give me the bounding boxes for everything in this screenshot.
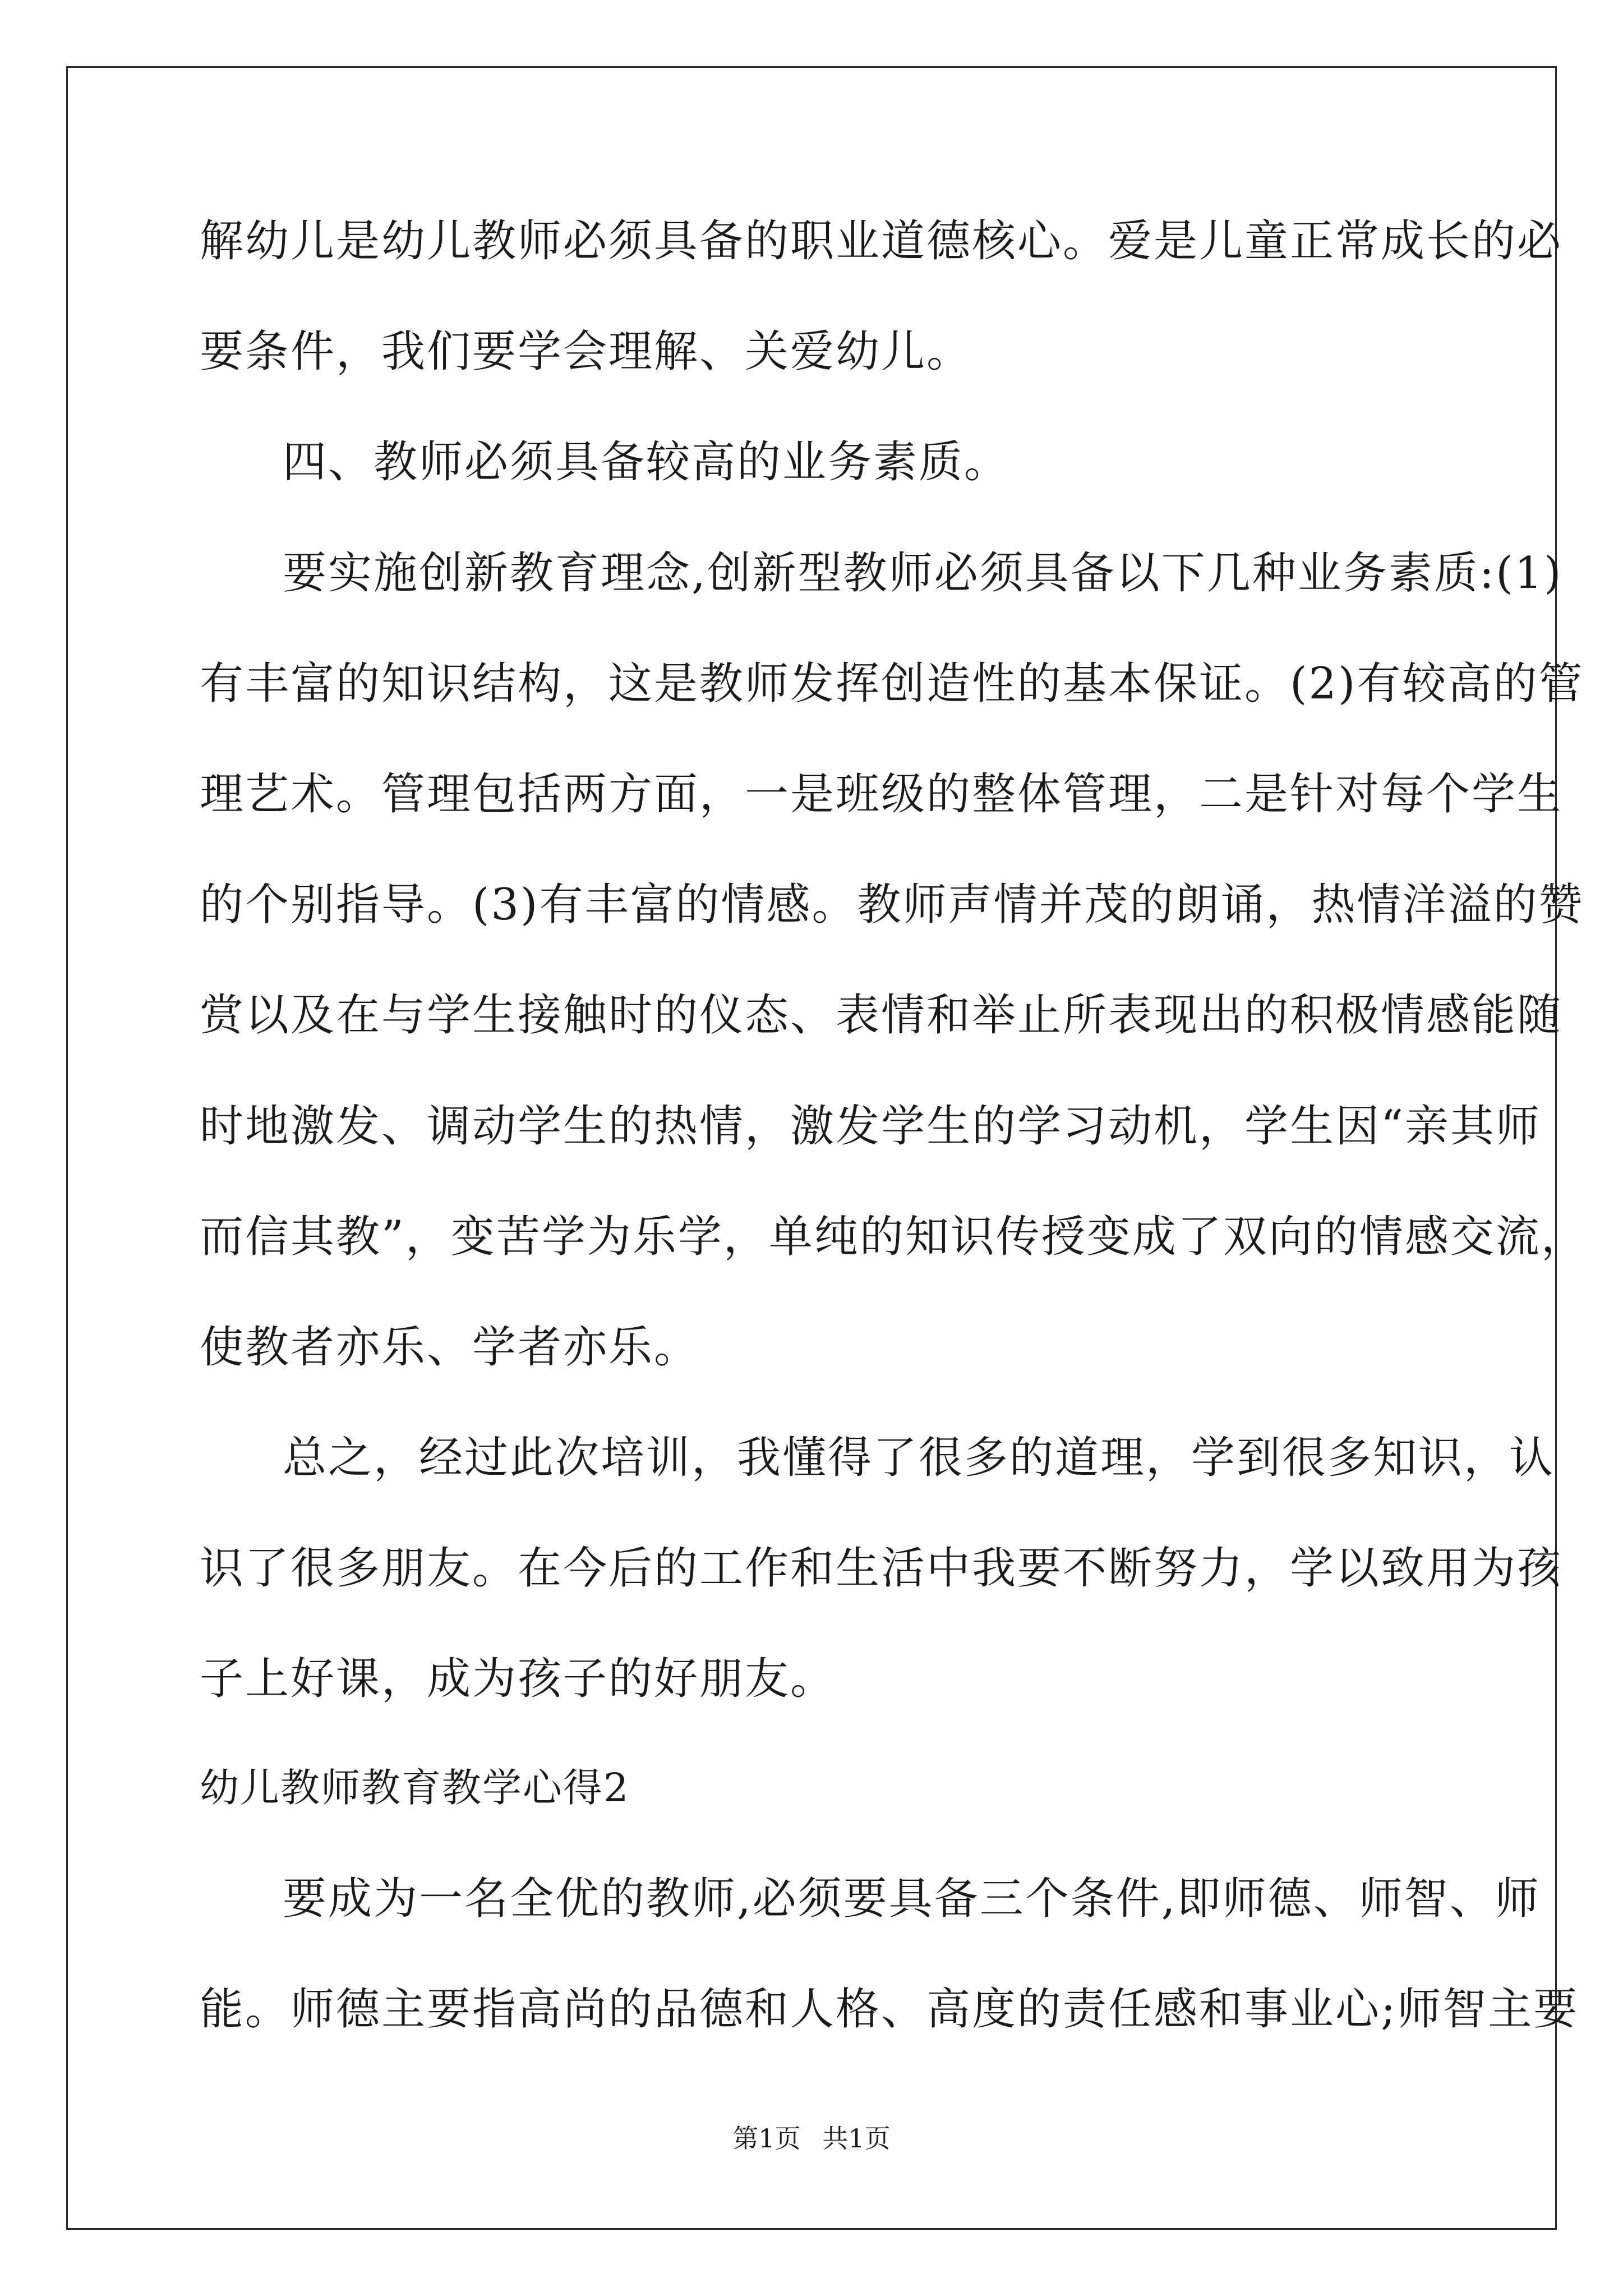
body-line: 子上好课，成为孩子的好朋友。: [200, 1654, 836, 1704]
page-total: 共1页: [822, 2123, 891, 2154]
body-line: 要成为一名全优的教师,必须要具备三个条件,即师德、师智、师: [283, 1874, 1541, 1924]
body-line: 能。师德主要指高尚的品德和人格、高度的责任感和事业心;师智主要: [200, 1984, 1579, 2035]
body-line: 理艺术。管理包括两方面，一是班级的整体管理，二是针对每个学生: [200, 769, 1563, 820]
body-line: 要实施创新教育理念,创新型教师必须具备以下几种业务素质:(1): [283, 548, 1563, 599]
body-line: 解幼儿是幼儿教师必须具备的职业道德核心。爱是儿童正常成长的必: [200, 216, 1563, 266]
article-title: 幼儿教师教育教学心得2: [200, 1765, 630, 1811]
body-line: 要条件，我们要学会理解、关爱幼儿。: [200, 326, 972, 377]
body-line: 使教者亦乐、学者亦乐。: [200, 1322, 700, 1373]
page-number: 第1页: [732, 2123, 801, 2154]
page-footer: [0, 2122, 1623, 2155]
body-line: 的个别指导。(3)有丰富的情感。教师声情并茂的朗诵，热情洋溢的赞: [200, 880, 1584, 930]
section-heading: 四、教师必须具备较高的业务素质。: [283, 437, 1010, 487]
body-line: 有丰富的知识结构，这是教师发挥创造性的基本保证。(2)有较高的管: [200, 659, 1584, 709]
body-line: 识了很多朋友。在今后的工作和生活中我要不断努力，学以致用为孩: [200, 1543, 1563, 1594]
body-line: 时地激发、调动学生的热情，激发学生的学习动机，学生因“亲其师: [200, 1101, 1541, 1152]
body-line: 而信其教”，变苦学为乐学，单纯的知识传授变成了双向的情感交流，: [200, 1212, 1587, 1262]
body-line: 总之，经过此次培训，我懂得了很多的道理，学到很多知识，认: [283, 1433, 1555, 1483]
body-line: 赏以及在与学生接触时的仪态、表情和举止所表现出的积极情感能随: [200, 990, 1563, 1041]
